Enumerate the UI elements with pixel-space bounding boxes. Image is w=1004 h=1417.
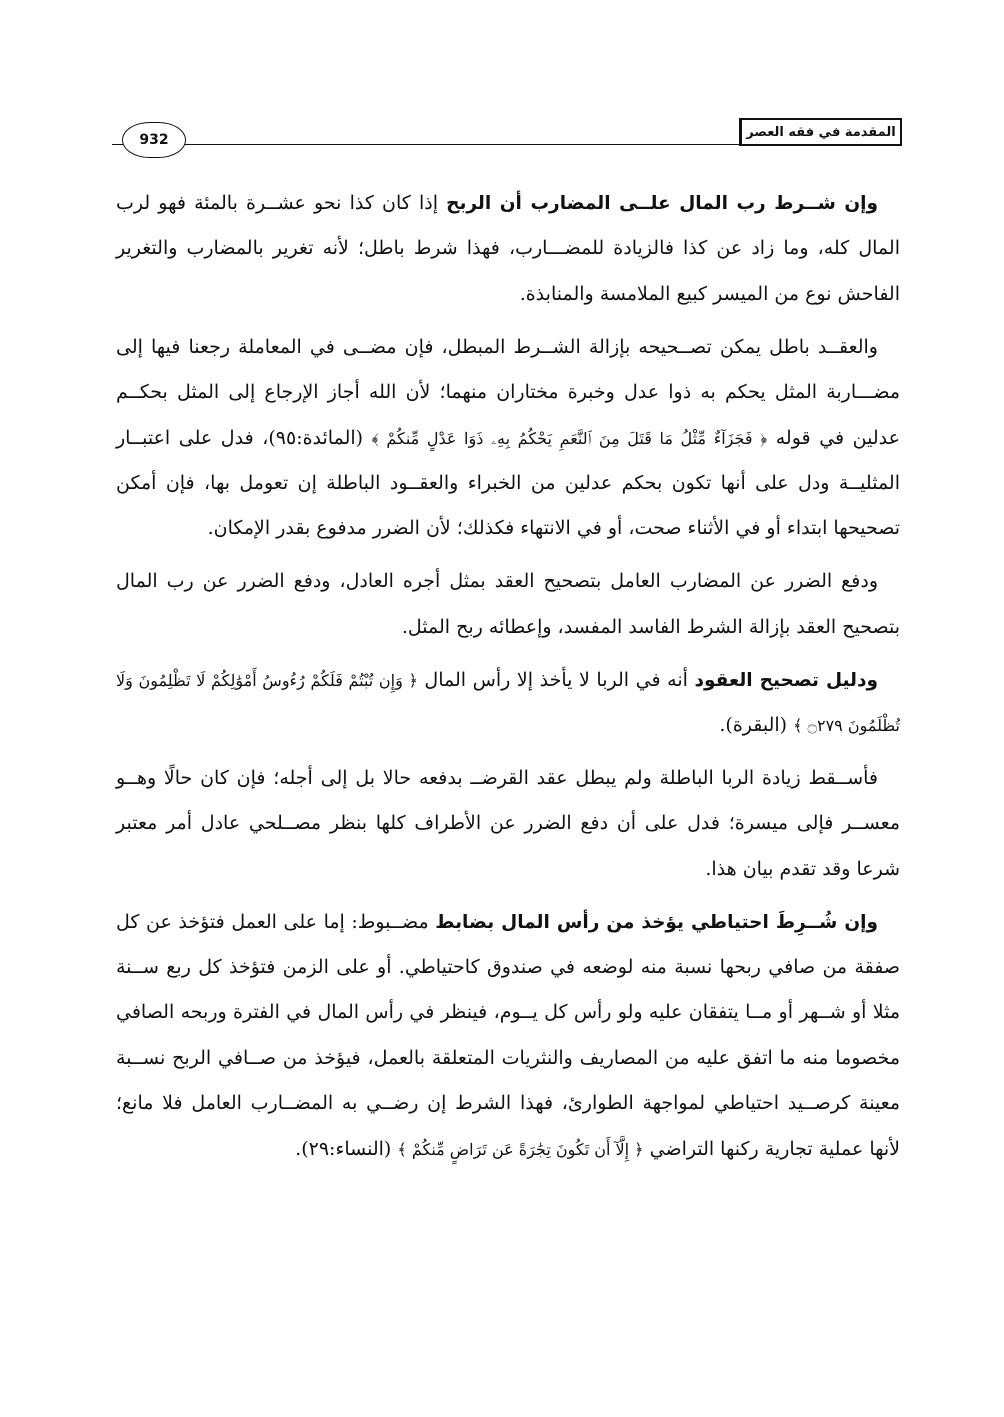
page-body <box>116 181 900 1180</box>
page-header <box>112 118 902 152</box>
paragraph-6 <box>116 900 900 1172</box>
quran-verse: ﴿ إِلَّآ أَن تَكُونَ تِجَٰرَةً عَن تَرَاضٍ مِّنكُمْ ﴾ <box>397 1139 644 1159</box>
quran-verse: ﴿ فَجَزَآءٌ مِّثْلُ مَا قَتَلَ مِنَ ٱلنَّعَمِ يَحْكُمُ بِهِۦ ذَوَا عَدْلٍ مِّنكُمْ ﴾ <box>371 428 768 448</box>
paragraph-4 <box>116 658 900 749</box>
quran-verse: ﴿ وَإِن تُبْتُمْ فَلَكُمْ رُءُوسُ أَمْوَٰلِكُمْ لَا تَظْلِمُونَ وَلَا تُظْلَمُونَ ۝٢٧٩ ﴾ <box>116 670 900 735</box>
paragraph-text: (البقرة). <box>719 713 794 736</box>
paragraph-lead: وإن شــرط رب المال علــى المضارب أن الربح <box>446 193 879 214</box>
paragraph-text: (المائدة:٩٥)، فدل على اعتبــار المثليــة ودل على أنها تكون بحكم عدلين من الخبراء والعقــود الباطلة إن تعومل بها، فإن أمكن تصحيحها ابتداء أو في الأثناء صحت، أو في الانتهاء فكذلك؛ لأن الضرر مدفوع بقدر الإمكان. <box>116 426 900 540</box>
paragraph-text: (النساء:٢٩). <box>295 1137 398 1160</box>
paragraph-lead: ودليل تصحيح العقود <box>694 669 878 691</box>
page-number: 932 <box>122 122 186 158</box>
paragraph-text: والعقــد باطل يمكن تصــحيحه بإزالة الشــرط المبطل، فإن مضــى في المعاملة رجعنا فيها إلى مضـــاربة المثل يحكم به ذوا عدل وخبرة مختاران منهما؛ لأن الله أجاز الإرجاع إلى المثل بحكــم عدلين في قوله <box>116 335 900 449</box>
paragraph-5 <box>116 756 900 892</box>
paragraph-3 <box>116 559 900 650</box>
paragraph-text: أنه في الربا لا يأخذ إلا رأس المال <box>417 668 695 691</box>
paragraph-1 <box>116 181 900 317</box>
paragraph-text: مضــبوط: إما على العمل فتؤخذ عن كل صفقة من صافي ربحها نسبة منه لوضعه في صندوق كاحتياطي. أو على الزمن فتؤخذ كل ربع ســنة مثلا أو شــهر أو مــا يتفقان عليه ولو رأس كل يــوم، فينظر في رأس المال في الفترة وربحه الصافي مخصوما منه ما اتفق عليه من المصاريف والنثريات المتعلقة بالعمل، فيؤخذ من صــافي الربح نســبة معينة كرصــيد احتياطي لمواجهة الطوارئ، فهذا الشرط إن رضــي به المضــارب العامل فلا مانع؛ لأنها عملية تجارية ركنها التراضي <box>116 910 900 1160</box>
paragraph-text: فأســقط زيادة الربا الباطلة ولم يبطل عقد القرضــ بدفعه حالا بل إلى أجله؛ فإن كان حالًا وهــو معســر فإلى ميسرة؛ فدل على أن دفع الضرر عن الأطراف كلها بنظر مصــلحي عادل أمر معتبر شرعا وقد تقدم بيان هذا. <box>116 766 900 880</box>
running-title: المقدمة في فقه العصر <box>739 118 902 146</box>
paragraph-lead: وإن شُــرِطَ احتياطي يؤخذ من رأس المال بضابط <box>435 911 878 933</box>
paragraph-2 <box>116 325 900 552</box>
paragraph-text: إذا كان كذا نحو عشــرة بالمئة فهو لرب المال كله، وما زاد عن كذا فالزيادة للمضـــارب، فهذا شرط باطل؛ لأنه تغرير بالمضارب والتغرير الفاحش نوع من الميسر كبيع الملامسة والمنابذة. <box>116 192 900 305</box>
paragraph-text: ودفع الضرر عن المضارب العامل بتصحيح العقد بمثل أجره العادل، ودفع الضرر عن رب المال بتصحيح العقد بإزالة الشرط الفاسد المفسد، وإعطائه ربح المثل. <box>116 570 900 638</box>
